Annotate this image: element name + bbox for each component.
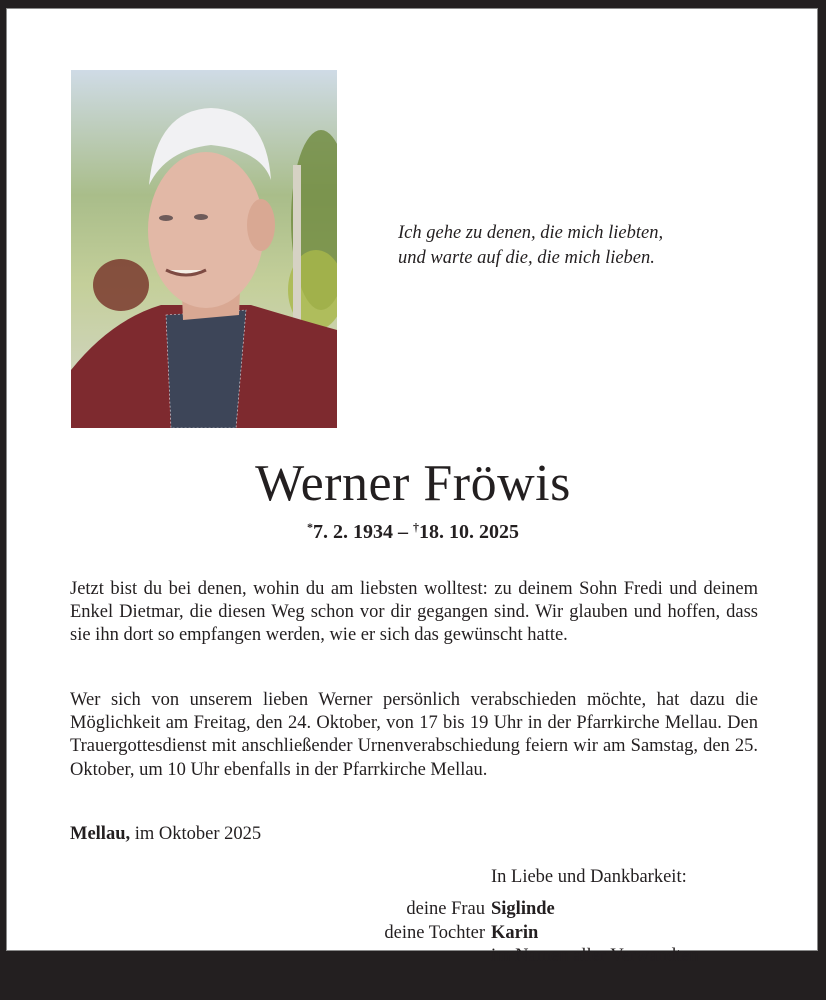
place-name: Mellau, [70,824,131,844]
portrait-image [71,70,337,428]
mourner-relation: deine Frau [406,899,485,920]
mourner-name: Karin [491,922,539,943]
death-cross-icon: † [413,520,419,534]
date-text: im Oktober 2025 [130,824,262,844]
signature-closing: im Namen aller Verwandten [491,946,699,967]
signature-block [7,866,819,969]
birth-star-icon: * [307,520,313,534]
mourner-name: Siglinde [491,899,555,920]
life-dates [7,514,819,545]
memorial-quote [398,221,663,271]
body-paragraph-2: Wer sich von unserem lieben Werner persönlich verabschieden möchte, hat dazu die Möglichkeit am Freitag, den 24. Oktober, von 17 bis 19 Uhr in der Pfarrkirche Mellau. Den Trauergottesdienst mit anschließender Urnenverabschiedung feiern wir am Samstag, den 25. Oktober, um 10 Uhr ebenfalls in der Pfarrkirche Mellau. [70,690,758,780]
signature-heading: In Liebe und Dankbarkeit: [491,867,687,887]
quote-line-2: und warte auf die, die mich lieben. [398,248,655,268]
mourner-row [7,898,819,921]
birth-date: 7. 2. 1934 [313,521,393,543]
portrait-photo [71,70,337,428]
quote-line-1: Ich gehe zu denen, die mich liebten, [398,223,664,243]
body-paragraph-1: Jetzt bist du bei denen, wohin du am liebsten wolltest: zu deinem Sohn Fredi und deinem Enkel Dietmar, die diesen Weg schon vor dir gegangen sind. Wir glauben und hoffen, dass sie ihn dort so empfangen werden, wie er sich das gewünscht hatte. [70,579,758,646]
date-separator: – [393,521,413,543]
deceased-name: Werner Fröwis [255,455,571,512]
place-and-date [70,823,261,846]
mourner-relation: deine Tochter [384,922,485,943]
death-date: 18. 10. 2025 [419,521,519,543]
mourner-row [7,922,819,945]
obituary-card [6,8,818,967]
